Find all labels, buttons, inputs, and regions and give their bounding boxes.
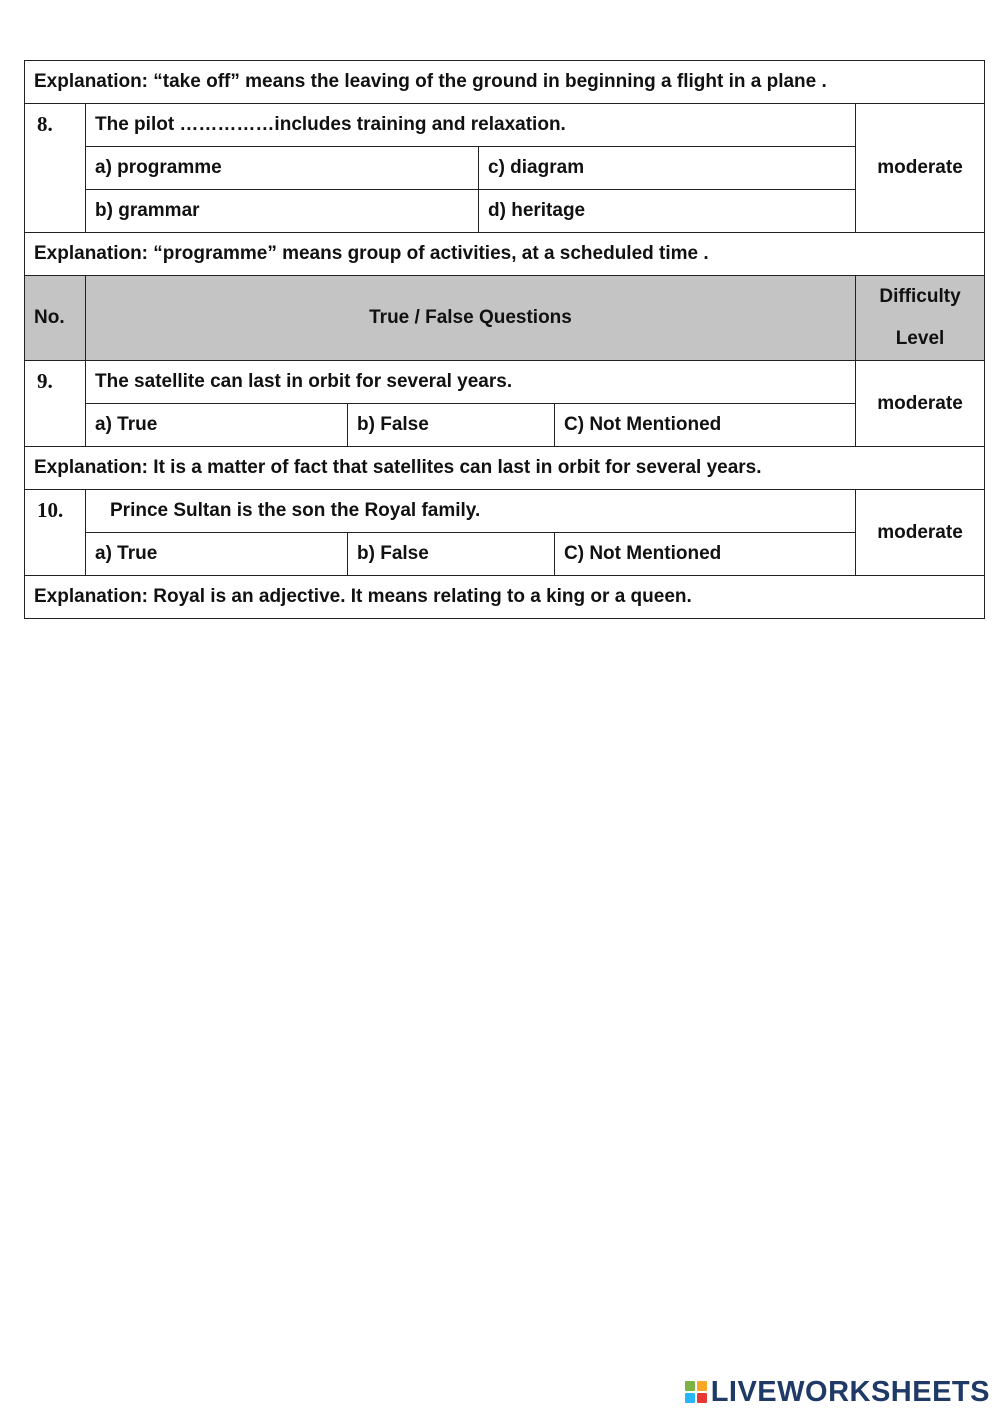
option-c[interactable]: C) Not Mentioned — [555, 404, 856, 447]
explanation-row-10 — [25, 576, 985, 619]
liveworksheets-logo — [685, 1377, 990, 1407]
option-a[interactable]: a) programme — [86, 147, 479, 190]
option-b[interactable]: b) False — [348, 533, 555, 576]
header-section-title: True / False Questions — [86, 276, 856, 361]
options-row — [25, 147, 985, 190]
question-row-10 — [25, 490, 985, 533]
header-difficulty-line1: Difficulty — [879, 286, 961, 307]
options-row — [25, 404, 985, 447]
question-row-9 — [25, 361, 985, 404]
option-d[interactable]: d) heritage — [479, 190, 856, 233]
explanation-row-8 — [25, 233, 985, 276]
option-b[interactable]: b) grammar — [86, 190, 479, 233]
options-row — [25, 190, 985, 233]
header-difficulty — [856, 276, 985, 361]
header-number: No. — [25, 276, 86, 361]
section-header-row — [25, 276, 985, 361]
explanation-text: Explanation: Royal is an adjective. It means relating to a king or a queen. — [25, 576, 985, 619]
difficulty-level: moderate — [856, 361, 985, 447]
question-text: Prince Sultan is the son the Royal family. — [86, 490, 856, 533]
question-text: The pilot ……………includes training and relaxation. — [86, 104, 856, 147]
logo-text: LIVEWORKSHEETS — [710, 1375, 990, 1408]
explanation-text: Explanation: It is a matter of fact that satellites can last in orbit for several years. — [25, 447, 985, 490]
logo-square-blue — [685, 1393, 695, 1403]
option-c[interactable]: C) Not Mentioned — [555, 533, 856, 576]
question-row-8 — [25, 104, 985, 147]
option-a[interactable]: a) True — [86, 404, 348, 447]
explanation-row-9 — [25, 447, 985, 490]
option-b[interactable]: b) False — [348, 404, 555, 447]
header-difficulty-line2: Level — [895, 328, 945, 349]
logo-square-green — [685, 1381, 695, 1391]
worksheet-table — [24, 60, 985, 619]
explanation-text: Explanation: “programme” means group of activities, at a scheduled time . — [25, 233, 985, 276]
option-c[interactable]: c) diagram — [479, 147, 856, 190]
logo-square-red — [697, 1393, 707, 1403]
logo-mark-icon — [685, 1381, 707, 1403]
explanation-row-7 — [25, 61, 985, 104]
logo-square-yellow — [697, 1381, 707, 1391]
option-a[interactable]: a) True — [86, 533, 348, 576]
question-number: 9. — [25, 361, 86, 447]
question-number: 10. — [25, 490, 86, 576]
question-text: The satellite can last in orbit for several years. — [86, 361, 856, 404]
options-row — [25, 533, 985, 576]
explanation-text: Explanation: “take off” means the leaving of the ground in beginning a flight in a plane . — [25, 61, 985, 104]
difficulty-level: moderate — [856, 104, 985, 233]
question-number: 8. — [25, 104, 86, 233]
difficulty-level: moderate — [856, 490, 985, 576]
